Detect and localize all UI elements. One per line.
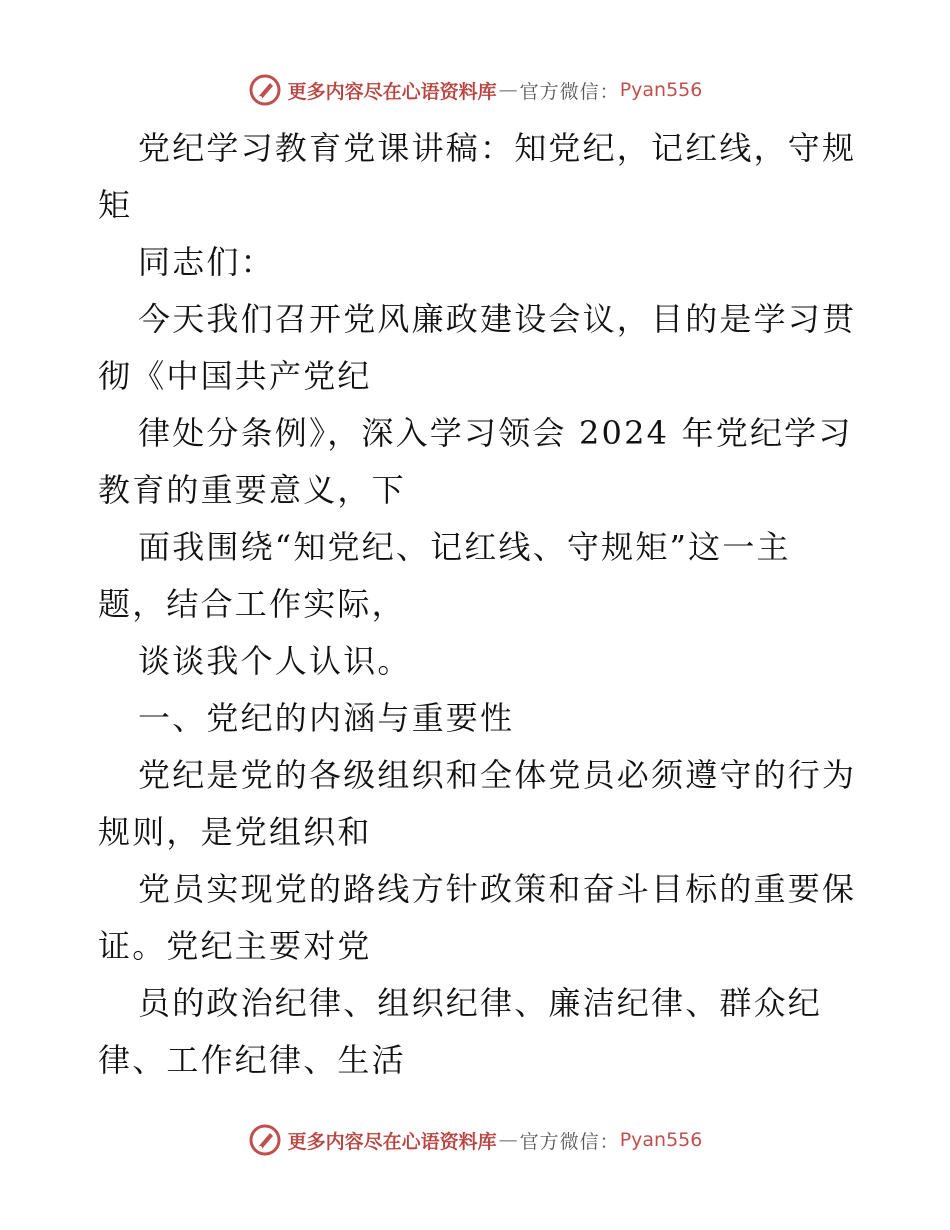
paragraph-line: 党纪学习教育党课讲稿：知党纪，记红线，守规 (138, 129, 857, 167)
pen-logo-icon (248, 73, 282, 107)
watermark-wechat-id: Pyan556 (619, 79, 703, 101)
watermark-sub-text: 官方微信： (519, 1130, 620, 1153)
paragraph-line: 今天我们召开党风廉政建设会议，目的是学习贯 (138, 300, 857, 338)
watermark-header (0, 70, 950, 110)
watermark-separator: — (498, 1129, 518, 1151)
watermark-main-text: 更多内容尽在心语资料库 (287, 80, 497, 103)
paragraph-line: 规则，是党组织和 (98, 813, 372, 851)
watermark-main-text: 更多内容尽在心语资料库 (287, 1130, 497, 1153)
paragraph-line: 律、工作纪律、生活 (98, 1041, 406, 1079)
paragraph-line: 一、党纪的内涵与重要性 (138, 699, 515, 737)
paragraph-line: 同志们： (138, 243, 275, 281)
paragraph-line: 彻《中国共产党纪 (98, 357, 372, 395)
paragraph-line: 面我围绕“知党纪、记红线、守规矩”这一主 (138, 528, 791, 566)
paragraph-line: 党纪是党的各级组织和全体党员必须遵守的行为 (138, 756, 857, 794)
pen-logo-icon (248, 1123, 282, 1157)
paragraph-line: 题，结合工作实际， (98, 585, 406, 623)
paragraph-line: 员的政治纪律、组织纪律、廉洁纪律、群众纪 (138, 984, 823, 1022)
watermark-sub-text: 官方微信： (519, 80, 620, 103)
paragraph-line: 谈谈我个人认识。 (138, 642, 412, 680)
watermark-separator: — (498, 79, 518, 101)
watermark-wechat-id: Pyan556 (619, 1129, 703, 1151)
paragraph-line: 教育的重要意义，下 (98, 471, 406, 509)
watermark-footer (0, 1120, 950, 1160)
paragraph-line: 矩 (98, 186, 133, 224)
paragraph-line: 律处分条例》，深入学习领会 2024 年党纪学习 (138, 414, 853, 452)
document-body (98, 120, 858, 1089)
paragraph-line: 证。党纪主要对党 (98, 927, 372, 965)
paragraph-line: 党员实现党的路线方针政策和奋斗目标的重要保 (138, 870, 857, 908)
